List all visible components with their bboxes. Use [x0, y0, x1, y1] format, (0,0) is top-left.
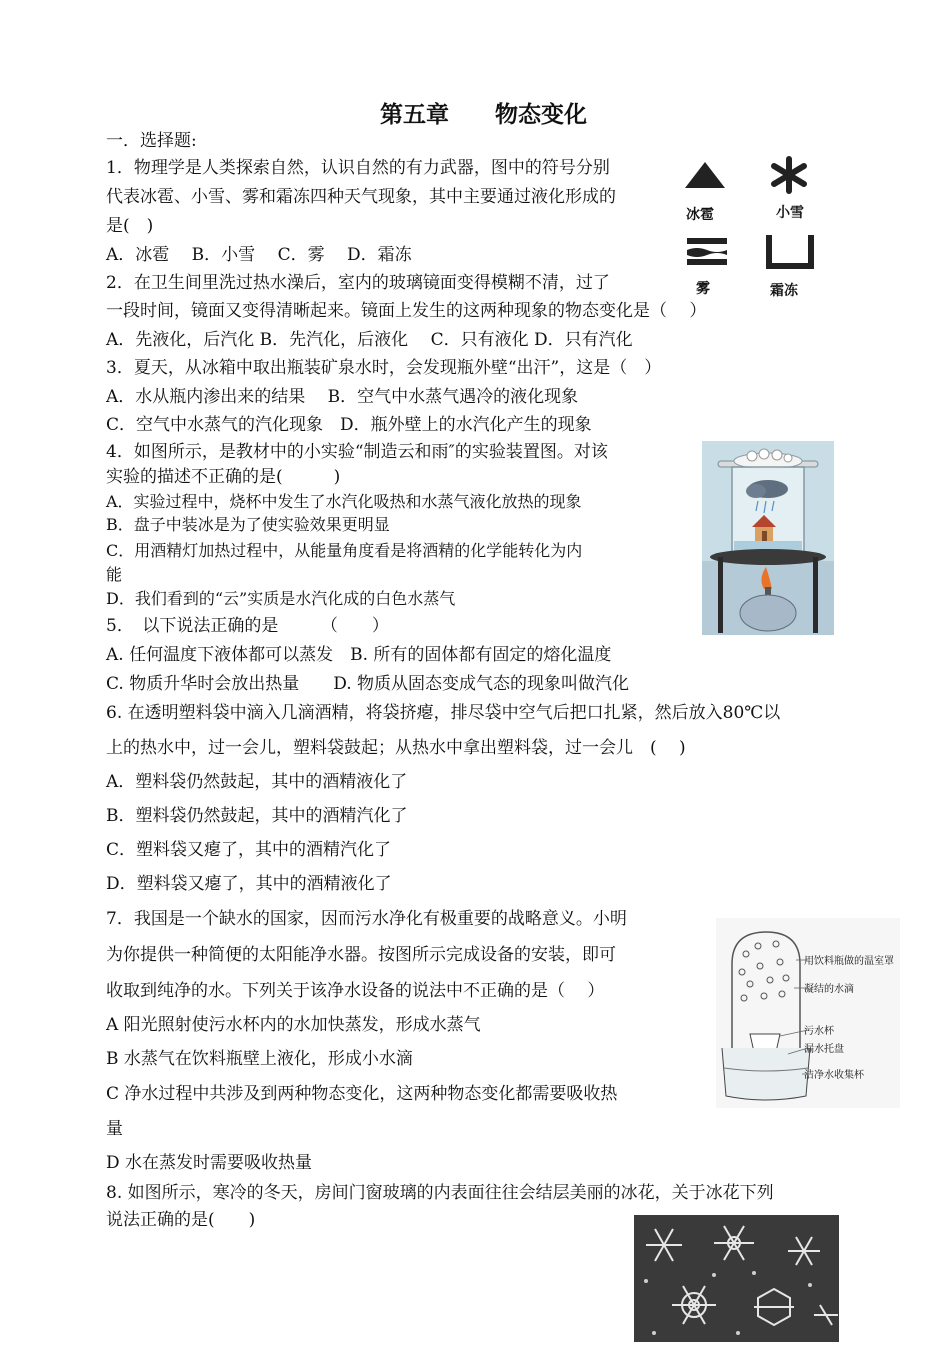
question-5-options-ab: A. 任何温度下液体都可以蒸发 B. 所有的固体都有固定的熔化温度 [106, 645, 612, 665]
question-2-line-2: 一段时间，镜面又变得清晰起来。镜面上发生的这两种现象的物态变化是（ ） [106, 301, 707, 321]
question-3-options-ab: A．水从瓶内渗出来的结果 B．空气中水蒸气遇冷的液化现象 [106, 387, 579, 407]
question-3-line-1: 3．夏天，从冰箱中取出瓶装矿泉水时，会发现瓶外壁“出汗”，这是（ ） [106, 358, 662, 378]
question-3-options-cd: C．空气中水蒸气的汽化现象 D．瓶外壁上的水汽化产生的现象 [106, 415, 592, 435]
section-heading: 一．选择题: [106, 131, 197, 151]
purifier-label-tray: 漏水托盘 [804, 1044, 844, 1055]
question-1-line-2: 代表冰雹、小雪、雾和霜冻四种天气现象，其中主要通过液化形成的 [106, 187, 616, 207]
question-4-line-1: 4．如图所示，是教材中的小实验“制造云和雨″的实验装置图。对该 [106, 442, 608, 462]
frost-label: 霜冻 [770, 283, 798, 299]
question-2-options: A．先液化，后汽化 B．先汽化，后液化 C．只有液化 D．只有汽化 [106, 330, 633, 350]
cloud-rain-experiment-figure [702, 441, 834, 635]
fog-icon [686, 236, 728, 266]
question-6-option-a: A．塑料袋仍然鼓起，其中的酒精液化了 [106, 772, 408, 792]
question-5-options-cd: C. 物质升华时会放出热量 D. 物质从固态变成气态的现象叫做汽化 [106, 674, 630, 694]
purifier-label-collector: 洁净水收集杯 [804, 1070, 864, 1081]
frost-icon [766, 232, 814, 270]
hail-label: 冰雹 [686, 207, 714, 223]
question-7-option-a: A 阳光照射使污水杯内的水加快蒸发，形成水蒸气 [106, 1015, 481, 1035]
question-6-option-c: C．塑料袋又瘪了，其中的酒精汽化了 [106, 840, 392, 860]
question-2-line-1: 2．在卫生间里洗过热水澡后，室内的玻璃镜面变得模糊不清，过了 [106, 273, 610, 293]
question-5-line-1: 5． 以下说法正确的是 （ ） [106, 616, 389, 636]
purifier-label-dome: 用饮料瓶做的温室罩 [804, 956, 894, 967]
question-6-line-1: 6. 在透明塑料袋中滴入几滴酒精，将袋挤瘪，排尽袋中空气后把口扎紧，然后放入80℃以 [106, 703, 781, 723]
page-title: 第五章 物态变化 [380, 101, 587, 128]
ice-flowers-photo [634, 1215, 839, 1342]
question-4-option-c: C．用酒精灯加热过程中，从能量角度看是将酒精的化学能转化为内 [106, 541, 583, 560]
question-7-option-c: C 净水过程中共涉及到两种物态变化，这两种物态变化都需要吸收热 [106, 1084, 618, 1104]
question-6-line-2: 上的热水中，过一会儿，塑料袋鼓起；从热水中拿出塑料袋，过一会儿 ( ) [106, 738, 686, 758]
solar-purifier-figure [716, 918, 900, 1108]
question-8-line-1: 8. 如图所示，寒冷的冬天，房间门窗玻璃的内表面往往会结层美丽的冰花，关于冰花下列 [106, 1183, 774, 1203]
snow-label: 小雪 [776, 205, 804, 221]
question-7-option-b: B 水蒸气在饮料瓶壁上液化，形成小水滴 [106, 1049, 413, 1069]
question-4-option-d: D．我们看到的“云”实质是水汽化成的白色水蒸气 [106, 589, 456, 608]
question-6-option-b: B．塑料袋仍然鼓起，其中的酒精汽化了 [106, 806, 408, 826]
question-4-option-b: B．盘子中装冰是为了使实验效果更明显 [106, 515, 390, 534]
fog-label: 雾 [696, 281, 710, 297]
question-7-line-2: 为你提供一种简便的太阳能净水器。按图所示完成设备的安装，即可 [106, 945, 616, 965]
question-6-option-d: D．塑料袋又瘪了，其中的酒精液化了 [106, 874, 392, 894]
purifier-label-dirty-cup: 污水杯 [804, 1026, 834, 1037]
weather-symbols-figure [678, 150, 828, 300]
question-1-line-3: 是( ) [106, 216, 154, 236]
question-7-option-d: D 水在蒸发时需要吸收热量 [106, 1153, 313, 1173]
question-1-options: A．冰雹 B．小雪 C．雾 D．霜冻 [106, 245, 412, 265]
question-7-line-1: 7．我国是一个缺水的国家，因而污水净化有极重要的战略意义。小明 [106, 909, 627, 929]
question-8-line-2: 说法正确的是( ) [106, 1210, 256, 1230]
question-7-line-3: 收取到纯净的水。下列关于该净水设备的说法中不正确的是（ ） [106, 981, 605, 1001]
question-4-line-2: 实验的描述不正确的是( ) [106, 467, 341, 487]
question-4-option-c-cont: 能 [106, 565, 123, 584]
question-1-line-1: 1．物理学是人类探索自然，认识自然的有力武器，图中的符号分别 [106, 158, 610, 178]
snow-icon [766, 155, 812, 195]
hail-icon [683, 160, 727, 190]
question-7-option-c-cont: 量 [106, 1119, 123, 1139]
question-4-option-a: A．实验过程中，烧杯中发生了水汽化吸热和水蒸气液化放热的现象 [106, 492, 582, 511]
purifier-label-droplets: 凝结的水滴 [804, 984, 854, 995]
